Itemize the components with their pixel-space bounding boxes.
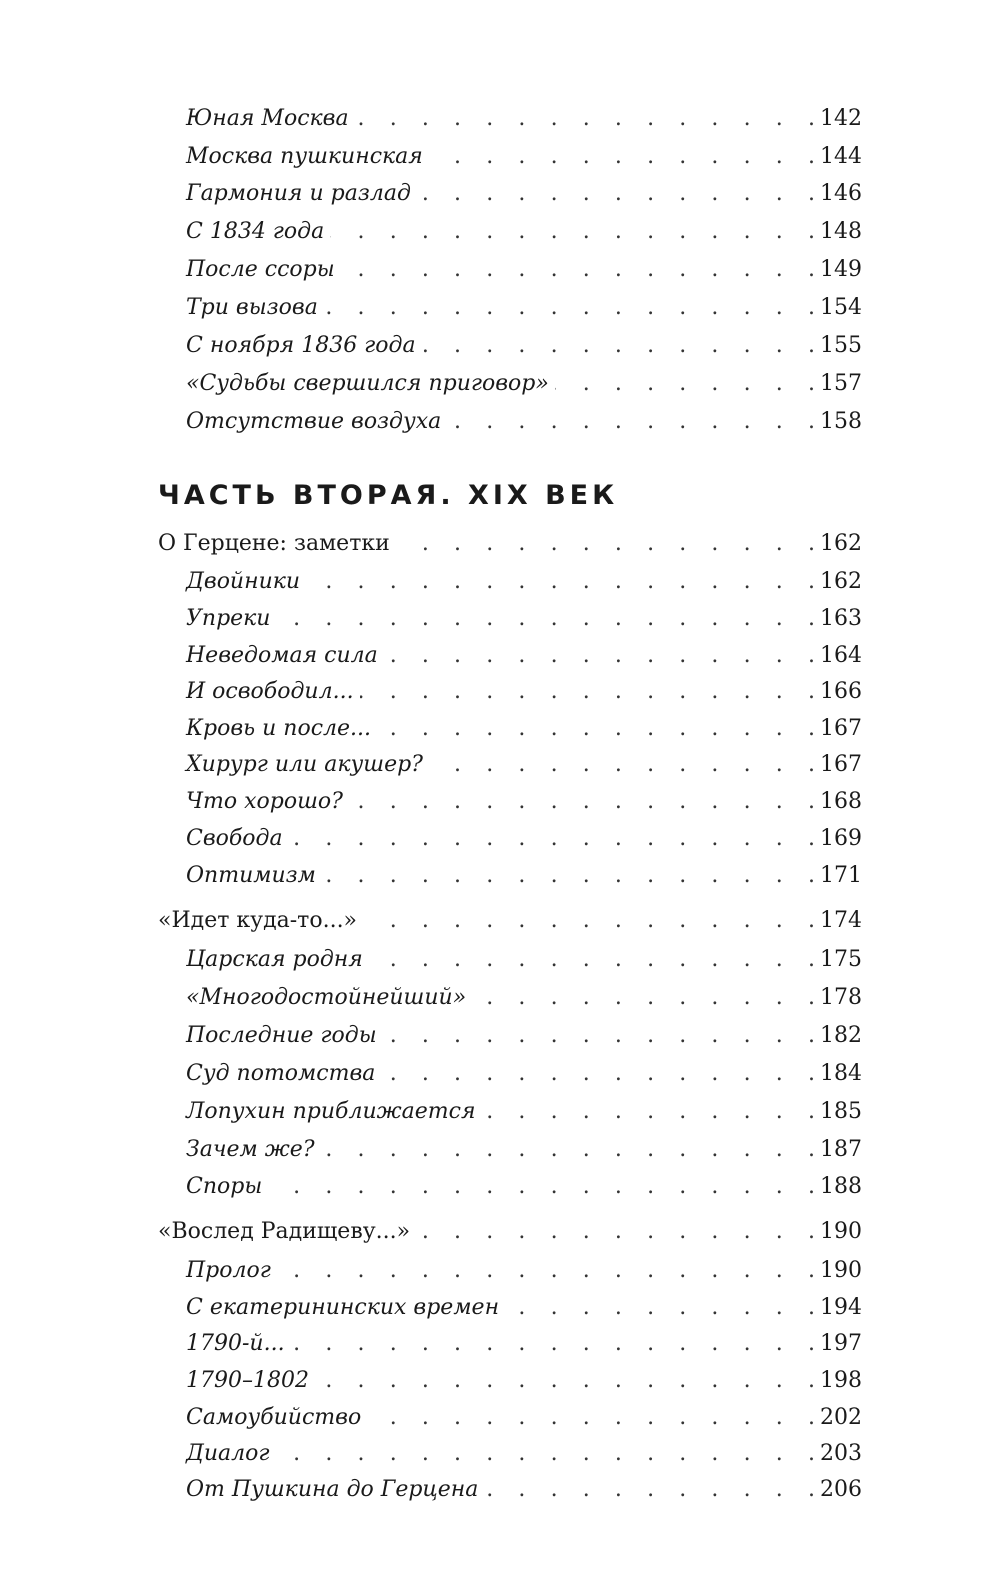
toc-entry-page: 197: [816, 1331, 862, 1357]
toc-entry: [186, 635, 862, 669]
toc-entry: [186, 781, 862, 815]
dot-leader: [268, 1174, 816, 1200]
toc-entry-title: Кровь и после...: [186, 716, 377, 742]
toc-entry-title: Двойники: [186, 569, 306, 595]
toc-entry-page: 185: [816, 1099, 862, 1125]
toc-entry-title: Суд потомства: [186, 1061, 381, 1087]
toc-entry-title: И освободил...: [186, 679, 360, 705]
toc-entry-title: Упреки: [186, 606, 276, 632]
dot-leader: [330, 219, 816, 245]
toc-entry-title: После ссоры: [186, 257, 341, 283]
toc-chapter-page: 174: [816, 908, 862, 934]
dot-leader: [349, 789, 816, 815]
part-heading: ЧАСТЬ ВТОРАЯ. XIX ВЕК: [158, 480, 619, 511]
toc-entry-page: 168: [816, 789, 862, 815]
toc-entry-title: Что хорошо?: [186, 789, 349, 815]
toc-entry: [186, 744, 862, 778]
dot-leader: [484, 1477, 816, 1503]
toc-chapter: [158, 1211, 862, 1245]
toc-entry: [186, 598, 862, 632]
toc-entry: [186, 977, 862, 1011]
toc-entry: [186, 325, 862, 359]
toc-entry-page: 167: [816, 752, 862, 778]
dot-leader: [417, 181, 816, 207]
toc-entry-page: 182: [816, 1023, 862, 1049]
dot-leader: [321, 1137, 816, 1163]
toc-entry-title: Лопухин приближается: [186, 1099, 482, 1125]
dot-leader: [291, 1331, 816, 1357]
toc-entry-page: 164: [816, 643, 862, 669]
dot-leader: [396, 531, 816, 557]
dot-leader: [383, 1023, 816, 1049]
dot-leader: [505, 1295, 816, 1321]
toc-entry-page: 169: [816, 826, 862, 852]
dot-leader: [555, 371, 816, 397]
dot-leader: [360, 679, 816, 705]
toc-chapter-page: 162: [816, 531, 862, 557]
toc-entry: [186, 561, 862, 595]
toc-entry-title: Свобода: [186, 826, 289, 852]
toc-chapter-page: 190: [816, 1219, 862, 1245]
dot-leader: [355, 106, 816, 132]
dot-leader: [276, 606, 816, 632]
toc-entry: [186, 708, 862, 742]
dot-leader: [276, 1441, 816, 1467]
toc-entry-page: 157: [816, 371, 862, 397]
toc-entry-page: 167: [816, 716, 862, 742]
toc-entry-page: 146: [816, 181, 862, 207]
toc-entry: [186, 1015, 862, 1049]
toc-entry-title: От Пушкина до Герцена: [186, 1477, 484, 1503]
toc-entry-title: Юная Москва: [186, 106, 355, 132]
toc-entry-page: 154: [816, 295, 862, 321]
toc-entry-page: 166: [816, 679, 862, 705]
dot-leader: [367, 1405, 816, 1431]
toc-entry: [186, 1433, 862, 1467]
toc-entry-title: Три вызова: [186, 295, 324, 321]
dot-leader: [369, 947, 816, 973]
toc-entry: [186, 363, 862, 397]
toc-entry: [186, 671, 862, 705]
toc-entry: [186, 401, 862, 435]
toc-entry: [186, 1323, 862, 1357]
toc-entry-page: 178: [816, 985, 862, 1011]
toc-entry-page: 171: [816, 863, 862, 889]
toc-entry: [186, 1166, 862, 1200]
dot-leader: [315, 1368, 816, 1394]
toc-entry-title: 1790–1802: [186, 1368, 315, 1394]
toc-entry-page: 203: [816, 1441, 862, 1467]
dot-leader: [384, 643, 816, 669]
toc-entry: [186, 136, 862, 170]
toc-entry: [186, 98, 862, 132]
toc-entry-title: Неведомая сила: [186, 643, 384, 669]
toc-entry-title: Последние годы: [186, 1023, 383, 1049]
toc-entry: [186, 173, 862, 207]
toc-entry-page: 148: [816, 219, 862, 245]
toc-entry-page: 149: [816, 257, 862, 283]
toc-entry-title: Оптимизм: [186, 863, 322, 889]
toc-entry: [186, 1053, 862, 1087]
toc-entry-title: Гармония и разлад: [186, 181, 417, 207]
toc-entry: [186, 1287, 862, 1321]
toc-entry-page: 142: [816, 106, 862, 132]
toc-entry: [186, 287, 862, 321]
toc-entry-page: 190: [816, 1258, 862, 1284]
dot-leader: [322, 863, 816, 889]
toc-chapter-title: «Вослед Радищеву...»: [158, 1219, 416, 1245]
toc-entry-title: 1790-й...: [186, 1331, 291, 1357]
dot-leader: [363, 908, 816, 934]
dot-leader: [381, 1061, 816, 1087]
dot-leader: [306, 569, 816, 595]
toc-entry: [186, 1397, 862, 1431]
toc-entry: [186, 1469, 862, 1503]
toc-entry-page: 206: [816, 1477, 862, 1503]
dot-leader: [289, 826, 816, 852]
dot-leader: [482, 1099, 816, 1125]
toc-entry-title: С екатерининских времен: [186, 1295, 505, 1321]
toc-entry-page: 163: [816, 606, 862, 632]
toc-chapter-title: О Герцене: заметки: [158, 531, 396, 557]
toc-entry: [186, 1091, 862, 1125]
toc-entry-page: 162: [816, 569, 862, 595]
dot-leader: [422, 333, 816, 359]
toc-entry-title: Хирург или акушер?: [186, 752, 429, 778]
toc-entry-title: С ноября 1836 года: [186, 333, 422, 359]
dot-leader: [429, 752, 816, 778]
dot-leader: [377, 716, 816, 742]
toc-entry-page: 194: [816, 1295, 862, 1321]
toc-chapter-title: «Идет куда-то...»: [158, 908, 363, 934]
toc-entry-title: Царская родня: [186, 947, 369, 973]
toc-entry-page: 144: [816, 144, 862, 170]
toc-entry-page: 202: [816, 1405, 862, 1431]
toc-chapter: [158, 900, 862, 934]
toc-entry-title: Москва пушкинская: [186, 144, 429, 170]
toc-entry: [186, 249, 862, 283]
toc-entry: [186, 855, 862, 889]
toc-entry: [186, 1360, 862, 1394]
toc-entry-page: 155: [816, 333, 862, 359]
toc-entry-title: Зачем же?: [186, 1137, 321, 1163]
toc-entry-title: «Многодостойнейший»: [186, 985, 472, 1011]
dot-leader: [324, 295, 816, 321]
toc-entry-title: С 1834 года: [186, 219, 330, 245]
toc-entry-page: 175: [816, 947, 862, 973]
toc-entry-page: 198: [816, 1368, 862, 1394]
toc-entry-title: Отсутствие воздуха: [186, 409, 447, 435]
dot-leader: [341, 257, 816, 283]
dot-leader: [429, 144, 816, 170]
dot-leader: [416, 1219, 816, 1245]
toc-entry: [186, 939, 862, 973]
toc-entry-title: Диалог: [186, 1441, 276, 1467]
toc-entry-page: 187: [816, 1137, 862, 1163]
toc-entry: [186, 818, 862, 852]
dot-leader: [277, 1258, 816, 1284]
toc-entry: [186, 1250, 862, 1284]
toc-entry-title: Пролог: [186, 1258, 277, 1284]
dot-leader: [447, 409, 816, 435]
toc-entry-title: Споры: [186, 1174, 268, 1200]
toc-entry-page: 158: [816, 409, 862, 435]
dot-leader: [472, 985, 816, 1011]
toc-entry-page: 184: [816, 1061, 862, 1087]
toc-entry-page: 188: [816, 1174, 862, 1200]
toc-entry: [186, 211, 862, 245]
toc-entry-title: Самоубийство: [186, 1405, 367, 1431]
toc-entry-title: «Судьбы свершился приговор»: [186, 371, 555, 397]
toc-chapter: [158, 523, 862, 557]
toc-entry: [186, 1129, 862, 1163]
